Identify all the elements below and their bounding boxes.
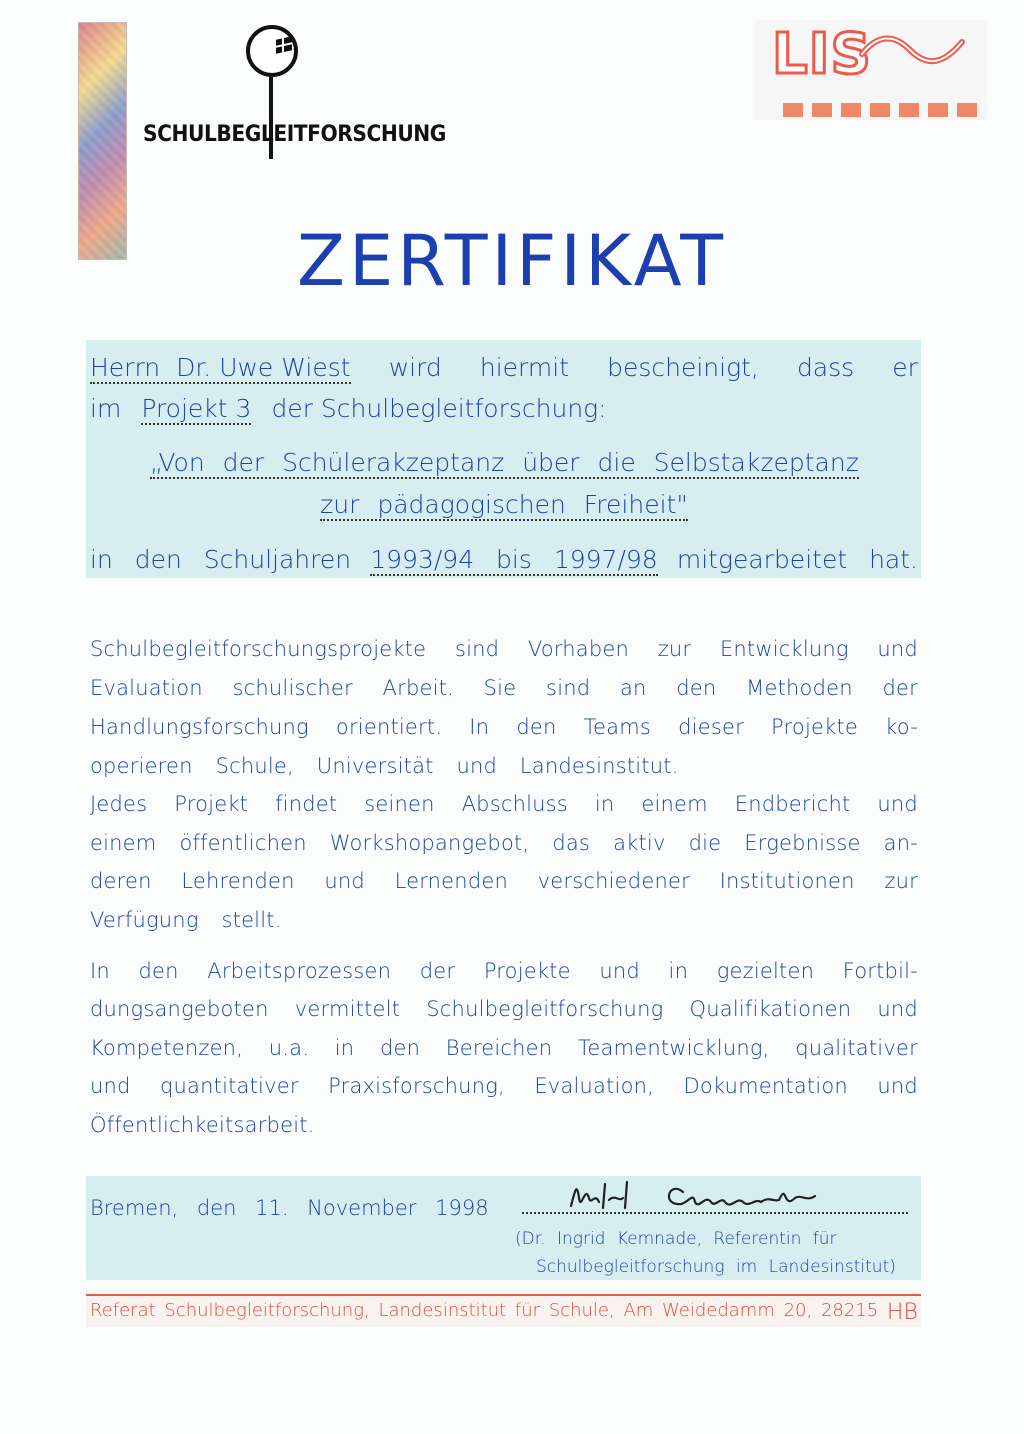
project-number: Projekt 3 (141, 394, 252, 423)
certificate-line-last: in den Schuljahren 1993/94 bis 1997/98 mitgearbeitet hat. (90, 545, 918, 574)
body-line: dungsangeboten vermittelt Schulbegleitforschung Qualifikationen und (90, 997, 918, 1021)
body-line: In den Arbeitsprozessen der Projekte und in gezielten Fortbil- (90, 959, 918, 983)
body-line: Evaluation schulischer Arbeit. Sie sind an den Methoden der (90, 676, 918, 700)
signer-line-2: Schulbegleitforschung im Landesinstitut) (536, 1257, 896, 1277)
recipient-name: Dr. Uwe Wiest (176, 353, 351, 382)
page-title: ZERTIFIKAT (297, 220, 727, 302)
body-line: Schulbegleitforschungsprojekte sind Vorhaben zur Entwicklung und (90, 637, 918, 661)
project-title-line-2: zur pädagogischen Freiheit" (320, 490, 688, 519)
logo-magnifier-icon (246, 25, 298, 77)
place-date: Bremen, den 11. November 1998 (90, 1196, 489, 1220)
school-years: 1993/94 bis 1997/98 (370, 545, 658, 574)
footer-address: Referat Schulbegleitforschung, Landesinstitut für Schule, Am Weidedamm 20, 28215 HB (90, 1300, 918, 1325)
body-line: operieren Schule, Universität und Landesinstitut. (90, 754, 679, 778)
lis-bar (841, 103, 861, 117)
body-line: Öffentlichkeitsarbeit. (90, 1113, 315, 1137)
logo-wordmark: SCHULBEGLEITFORSCHUNG (143, 122, 446, 147)
certificate-line-2: im Projekt 3 der Schulbegleitforschung: (90, 394, 607, 423)
project-title-line-1: „Von der Schülerakzeptanz über die Selbstakzeptanz (150, 448, 859, 477)
signer-line-1: (Dr. Ingrid Kemnade, Referentin für (515, 1229, 837, 1249)
lis-bar (812, 103, 832, 117)
body-line: und quantitativer Praxisforschung, Evaluation, Dokumentation und (90, 1074, 918, 1098)
signature-image (565, 1172, 855, 1222)
recipient: Herrn Dr. Uwe Wiest (90, 353, 351, 382)
footer-rule (86, 1294, 921, 1296)
lis-bar (957, 103, 977, 117)
lis-logo-text: LIS (772, 22, 872, 87)
lis-bar (928, 103, 948, 117)
body-line: Handlungsforschung orientiert. In den Teams dieser Projekte ko- (90, 715, 918, 739)
signature-line (522, 1212, 908, 1214)
body-line: Kompetenzen, u.a. in den Bereichen Teamentwicklung, qualitativer (90, 1036, 918, 1060)
body-line: einem öffentlichen Workshopangebot, das aktiv die Ergebnisse an- (90, 831, 918, 855)
body-line: Verfügung stellt. (90, 908, 282, 932)
lis-bar (899, 103, 919, 117)
lis-bar (870, 103, 890, 117)
lis-wave-icon (858, 30, 968, 70)
body-line: Jedes Projekt findet seinen Abschluss in einem Endbericht und (90, 792, 918, 816)
body-line: deren Lehrenden und Lernenden verschiedener Institutionen zur (90, 869, 918, 893)
certificate-line-1: Herrn Dr. Uwe Wiest wird hiermit bescheinigt, dass er (90, 353, 918, 382)
lis-bar (783, 103, 803, 117)
